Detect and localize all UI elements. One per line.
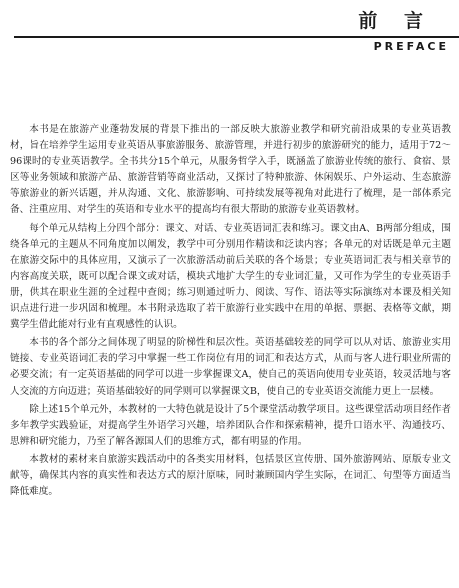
page-header xyxy=(0,0,459,60)
header-rule xyxy=(14,36,459,38)
preface-body xyxy=(10,122,451,502)
paragraph: 本书的各个部分之间体现了明显的阶梯性和层次性。英语基础较差的同学可以从对话、旅游业实用链接、专业英语词汇表的学习中掌握一些工作岗位有用的词汇和表达方式，从而与客人进行职业所需的必要交流；有一定英语基础的同学可以进一步掌握课文A，使自己的英语向使用专业英语，较灵活地与客人交流的方向迈进；英语基础较好的同学则可以掌握课文B，使自己的专业英语交流能力更上一层楼。 xyxy=(10,337,451,397)
paragraph: 每个单元从结构上分四个部分：课文、对话、专业英语词汇表和练习。课文由A、B两部分组成，围绕各单元的主题从不同角度加以阐发，教学中可分别用作精读和泛读内容；各单元的对话既是单元主题在旅游交际中的具体应用，又演示了一次旅游活动前后关联的各个场景；专业英语词汇表与相关章节的内容高度关联，既可以配合课文或对话，模块式地扩大学生的专业词汇量，又可作为学生的专业英语手册，供其在职业生涯的全过程中查阅；练习则通过听力、阅读、写作、语法等实际演练对本课及相关知识点进行进一步巩固和梳理。本书附录选取了若干旅游行业实践中在用的单据、票据、表格等文献，期冀学生借此能对行业有直观感性的认识。 xyxy=(10,222,451,331)
paragraph: 除上述15个单元外，本教材的一大特色就是设计了5个课堂活动教学项目。这些课堂活动项目经作者多年教学实践验证，对提高学生外语学习兴趣，培养团队合作和探索精神，提升口语水平、沟通技巧、思辨和研究能力，乃至了解各源国人们的思维方式，都有明显的作用。 xyxy=(10,403,451,447)
paragraph: 本书是在旅游产业蓬勃发展的背景下推出的一部反映大旅游业教学和研究前沿成果的专业英语教材，旨在培养学生运用专业英语从事旅游服务、旅游管理，并进行初步的旅游研究的能力，适用于72～96课时的专业英语教学。全书共分15个单元，从服务哲学入手，既涵盖了旅游业传统的旅行、食宿、景区等业务领域和旅游产品、旅游营销等商业活动，又探讨了特种旅游、休闲娱乐、户外运动、生态旅游等旅游业的新兴话题，并从沟通、文化、旅游影响、可持续发展等视角对此进行了梳理，是一部体系完备、注重应用、对学生的英语和专业水平的提高均有很大帮助的旅游专业英语教材。 xyxy=(10,124,451,216)
page-subtitle: PREFACE xyxy=(373,40,449,53)
page-title: 前 言 xyxy=(358,10,433,32)
paragraph: 本教材的素材来自旅游实践活动中的各类实用材料，包括景区宣传册、国外旅游网站、原版专业文献等，确保其内容的真实性和表达方式的原汁原味，同时兼顾国内学生实际，在词汇、句型等方面适当降低难度。 xyxy=(10,453,451,498)
